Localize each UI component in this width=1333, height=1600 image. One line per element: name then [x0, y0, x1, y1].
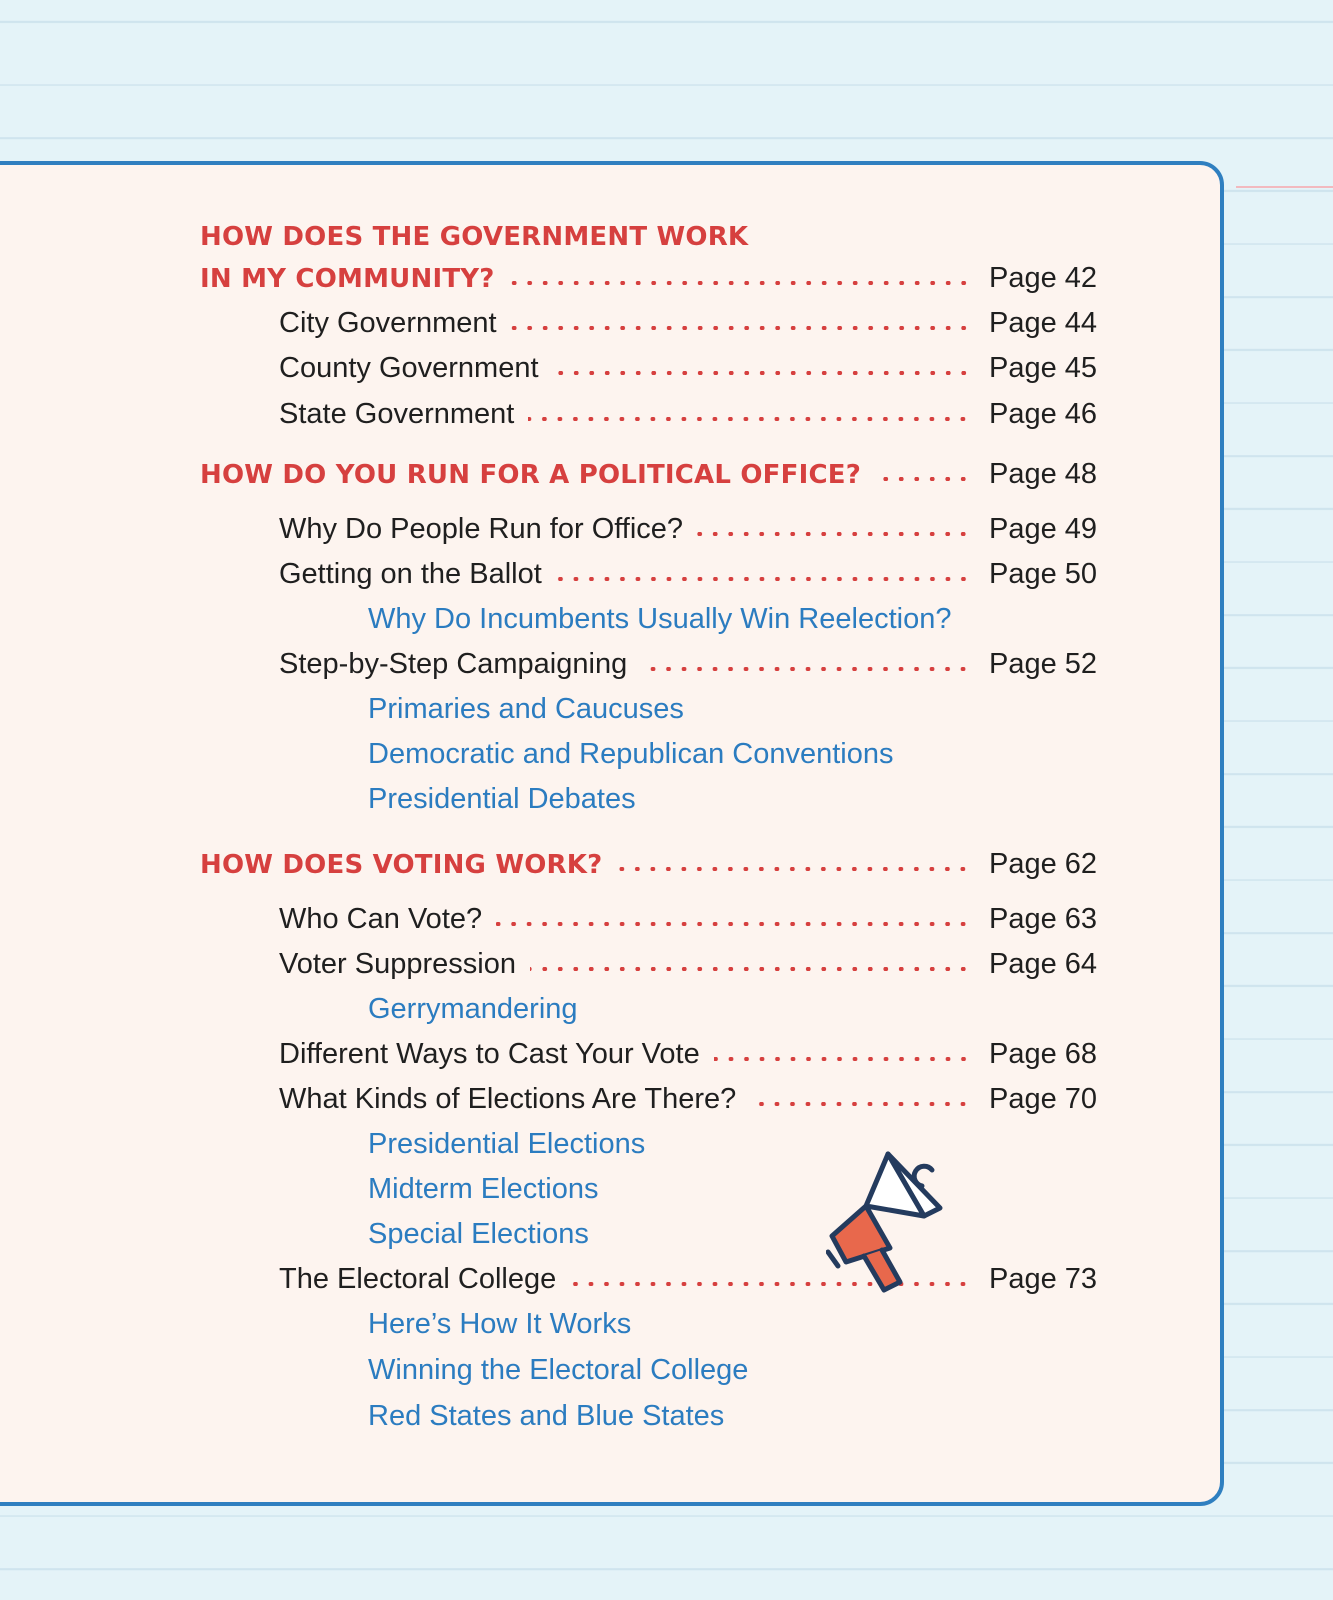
page-number: Page 45: [989, 352, 1098, 384]
toc-entry-heading: [200, 458, 1101, 491]
toc-entry-topic: [279, 398, 1101, 431]
page-number: Page 42: [989, 262, 1098, 294]
toc-entry-topic: [279, 903, 1101, 936]
page-number: Page 48: [989, 458, 1098, 490]
toc-entry-topic: [279, 352, 1101, 385]
page-number: Page 68: [989, 1038, 1098, 1070]
page-number: Page 62: [989, 848, 1098, 880]
heading-title: HOW DO YOU RUN FOR A POLITICAL OFFICE?: [200, 460, 862, 490]
heading-title: HOW DOES VOTING WORK?: [200, 850, 603, 880]
topic-title: Getting on the Ballot: [279, 558, 542, 590]
toc-entry-subtopic: [368, 993, 578, 1026]
topic-title: City Government: [279, 307, 497, 339]
subtopic-title: Red States and Blue States: [368, 1400, 725, 1432]
toc-entry-topic: [279, 307, 1101, 340]
toc-entry-subtopic: [368, 738, 894, 771]
topic-title: What Kinds of Elections Are There?: [279, 1083, 737, 1115]
toc-entry-topic: [279, 648, 1101, 681]
dot-leader: [530, 967, 971, 971]
subtopic-title: Midterm Elections: [368, 1173, 599, 1205]
dot-leader: [556, 577, 971, 581]
toc-entry-topic: [279, 1263, 1101, 1296]
page-number: Page 70: [989, 1083, 1098, 1115]
toc-entry-subtopic: [368, 1218, 589, 1251]
toc-entry-topic: [279, 558, 1101, 591]
topic-title: The Electoral College: [279, 1263, 557, 1295]
page-number: Page 52: [989, 648, 1098, 680]
toc-entry-subtopic: [368, 1173, 598, 1206]
dot-leader: [553, 371, 971, 375]
toc-entry-topic: [279, 948, 1101, 981]
toc-entry-subtopic: [368, 783, 636, 816]
toc-entry-subtopic: [368, 1400, 724, 1433]
toc-entry-heading: [200, 848, 1101, 881]
dot-leader: [714, 1057, 971, 1061]
toc-entry-subtopic: [368, 603, 951, 636]
megaphone-icon: [826, 1150, 966, 1300]
page-number: Page 64: [989, 948, 1098, 980]
dot-leader: [641, 667, 971, 671]
dot-leader: [875, 477, 971, 481]
subtopic-title: Gerrymandering: [368, 993, 578, 1025]
topic-title: Why Do People Run for Office?: [279, 513, 684, 545]
subtopic-title: Presidential Elections: [368, 1128, 646, 1160]
page-number: Page 50: [989, 558, 1098, 590]
subtopic-title: Primaries and Caucuses: [368, 693, 684, 725]
toc-entry-topic: [279, 513, 1101, 546]
toc-entry-subtopic: [368, 693, 684, 726]
margin-line: [1236, 186, 1333, 188]
subtopic-title: Presidential Debates: [368, 783, 636, 815]
toc-entry-heading: [200, 262, 1101, 295]
dot-leader: [511, 326, 971, 330]
page-number: Page 63: [989, 903, 1098, 935]
topic-title: County Government: [279, 352, 539, 384]
toc-entry-topic: [279, 1038, 1101, 1071]
toc-entry-subtopic: [368, 1354, 748, 1387]
subtopic-title: Why Do Incumbents Usually Win Reelection?: [368, 603, 952, 635]
toc-entry-subtopic: [368, 1308, 631, 1341]
subtopic-title: Democratic and Republican Conventions: [368, 738, 894, 770]
topic-title: Who Can Vote?: [279, 903, 483, 935]
heading-title: IN MY COMMUNITY?: [200, 264, 495, 294]
topic-title: State Government: [279, 398, 515, 430]
topic-title: Different Ways to Cast Your Vote: [279, 1038, 700, 1070]
subtopic-title: Special Elections: [368, 1218, 589, 1250]
dot-leader: [697, 532, 971, 536]
subtopic-title: Winning the Electoral College: [368, 1354, 749, 1386]
toc-entry-topic: [279, 1083, 1101, 1116]
section-heading-line: HOW DOES THE GOVERNMENT WORK: [200, 222, 749, 252]
page-number: Page 49: [989, 513, 1098, 545]
subtopic-title: Here’s How It Works: [368, 1308, 632, 1340]
dot-leader: [528, 417, 971, 421]
dot-leader: [616, 867, 971, 871]
dot-leader: [750, 1102, 971, 1106]
topic-title: Voter Suppression: [279, 948, 516, 980]
page-number: Page 44: [989, 307, 1098, 339]
toc-entry-subtopic: [368, 1128, 645, 1161]
page-number: Page 46: [989, 398, 1098, 430]
dot-leader: [496, 922, 971, 926]
topic-title: Step-by-Step Campaigning: [279, 648, 628, 680]
page-number: Page 73: [989, 1263, 1098, 1295]
dot-leader: [509, 281, 971, 285]
